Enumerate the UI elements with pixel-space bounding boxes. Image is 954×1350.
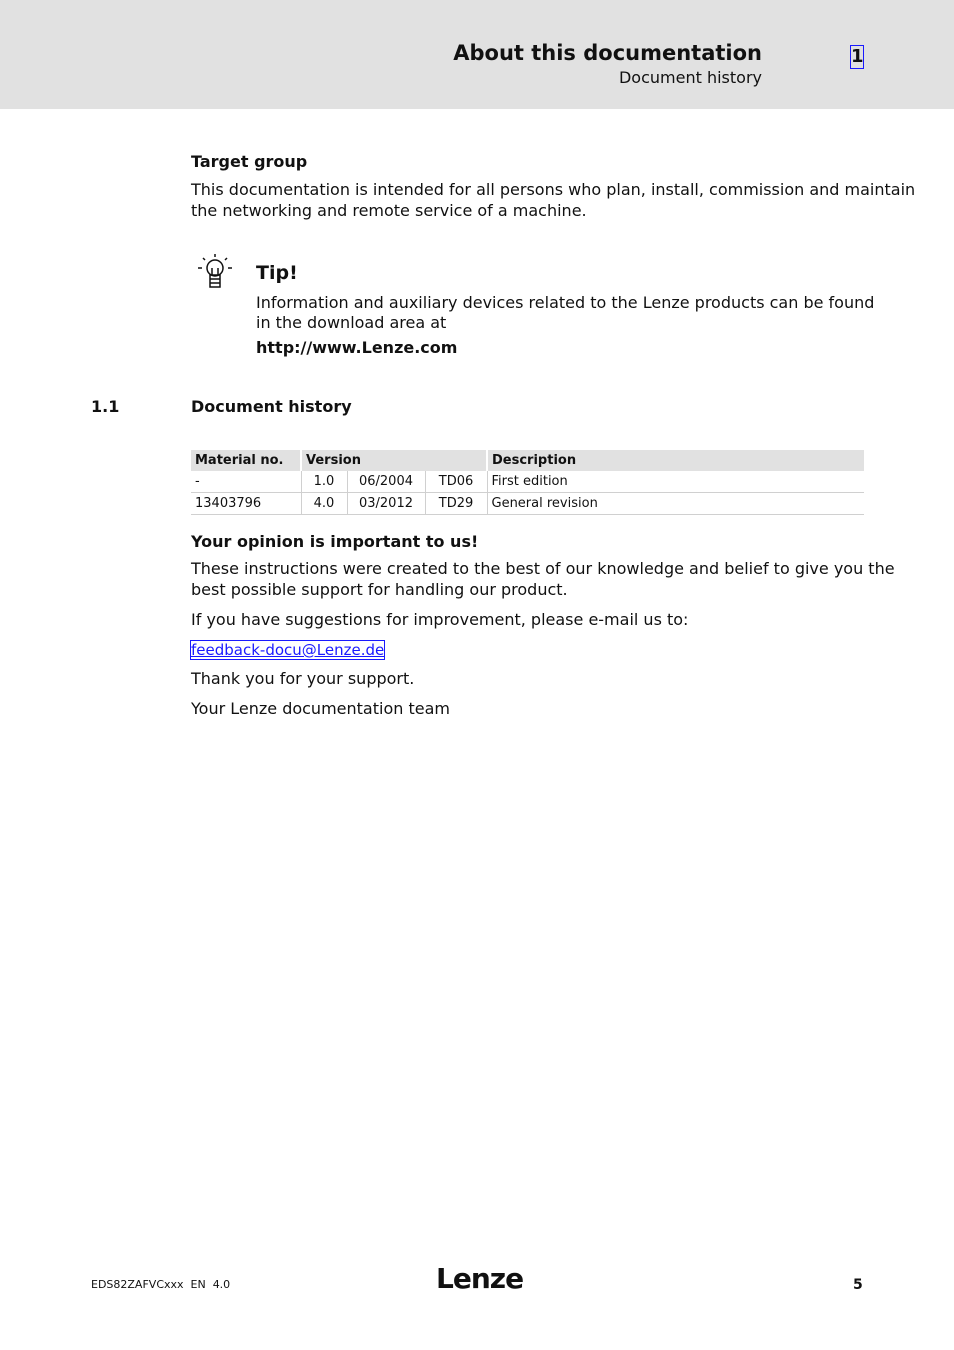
header-material: Material no. bbox=[191, 450, 301, 471]
target-group-heading: Target group bbox=[191, 152, 308, 171]
target-group-text-2: the networking and remote service of a machine. bbox=[191, 201, 587, 220]
header-subtitle: Document history bbox=[618, 68, 762, 87]
tip-text-2: in the download area at bbox=[256, 313, 447, 332]
opinion-suggestions: If you have suggestions for improvement, please e-mail us to: bbox=[191, 610, 689, 629]
cell-material: 13403796 bbox=[191, 493, 301, 515]
cell-code: TD29 bbox=[425, 493, 487, 515]
cell-code: TD06 bbox=[425, 471, 487, 493]
document-history-table bbox=[191, 450, 864, 515]
header-version: Version bbox=[301, 450, 487, 471]
section-title: Document history bbox=[191, 397, 352, 416]
section-number: 1.1 bbox=[91, 397, 120, 416]
tip-text-1: Information and auxiliary devices related to the Lenze products can be found bbox=[256, 293, 875, 312]
table-row bbox=[191, 471, 864, 493]
cell-date: 06/2004 bbox=[347, 471, 425, 493]
opinion-thanks: Thank you for your support. bbox=[191, 669, 415, 688]
opinion-team: Your Lenze documentation team bbox=[191, 699, 450, 718]
cell-description: General revision bbox=[487, 493, 864, 515]
cell-version: 4.0 bbox=[301, 493, 347, 515]
feedback-email-link[interactable]: feedback-docu@Lenze.de bbox=[191, 641, 385, 659]
page-number: 5 bbox=[853, 1277, 863, 1293]
opinion-heading: Your opinion is important to us! bbox=[191, 532, 479, 551]
table-header-row bbox=[191, 450, 864, 471]
lenze-logo: Lenze bbox=[436, 1262, 524, 1295]
cell-description: First edition bbox=[487, 471, 864, 493]
cell-version: 1.0 bbox=[301, 471, 347, 493]
target-group-text-1: This documentation is intended for all persons who plan, install, commission and maintain bbox=[191, 180, 916, 199]
header-title: About this documentation bbox=[453, 41, 762, 65]
opinion-text-2: best possible support for handling our product. bbox=[191, 580, 568, 599]
lightbulb-icon bbox=[195, 252, 235, 292]
cell-material: - bbox=[191, 471, 301, 493]
header-description: Description bbox=[487, 450, 864, 471]
tip-title: Tip! bbox=[256, 262, 298, 284]
footer-doc-id: EDS82ZAFVCxxx EN 4.0 bbox=[91, 1278, 231, 1291]
table-row bbox=[191, 493, 864, 515]
tip-url[interactable]: http://www.Lenze.com bbox=[256, 338, 458, 357]
cell-date: 03/2012 bbox=[347, 493, 425, 515]
opinion-text-1: These instructions were created to the best of our knowledge and belief to give you the bbox=[191, 559, 895, 578]
chapter-link[interactable]: 1 bbox=[851, 46, 864, 67]
page-header bbox=[0, 0, 954, 109]
